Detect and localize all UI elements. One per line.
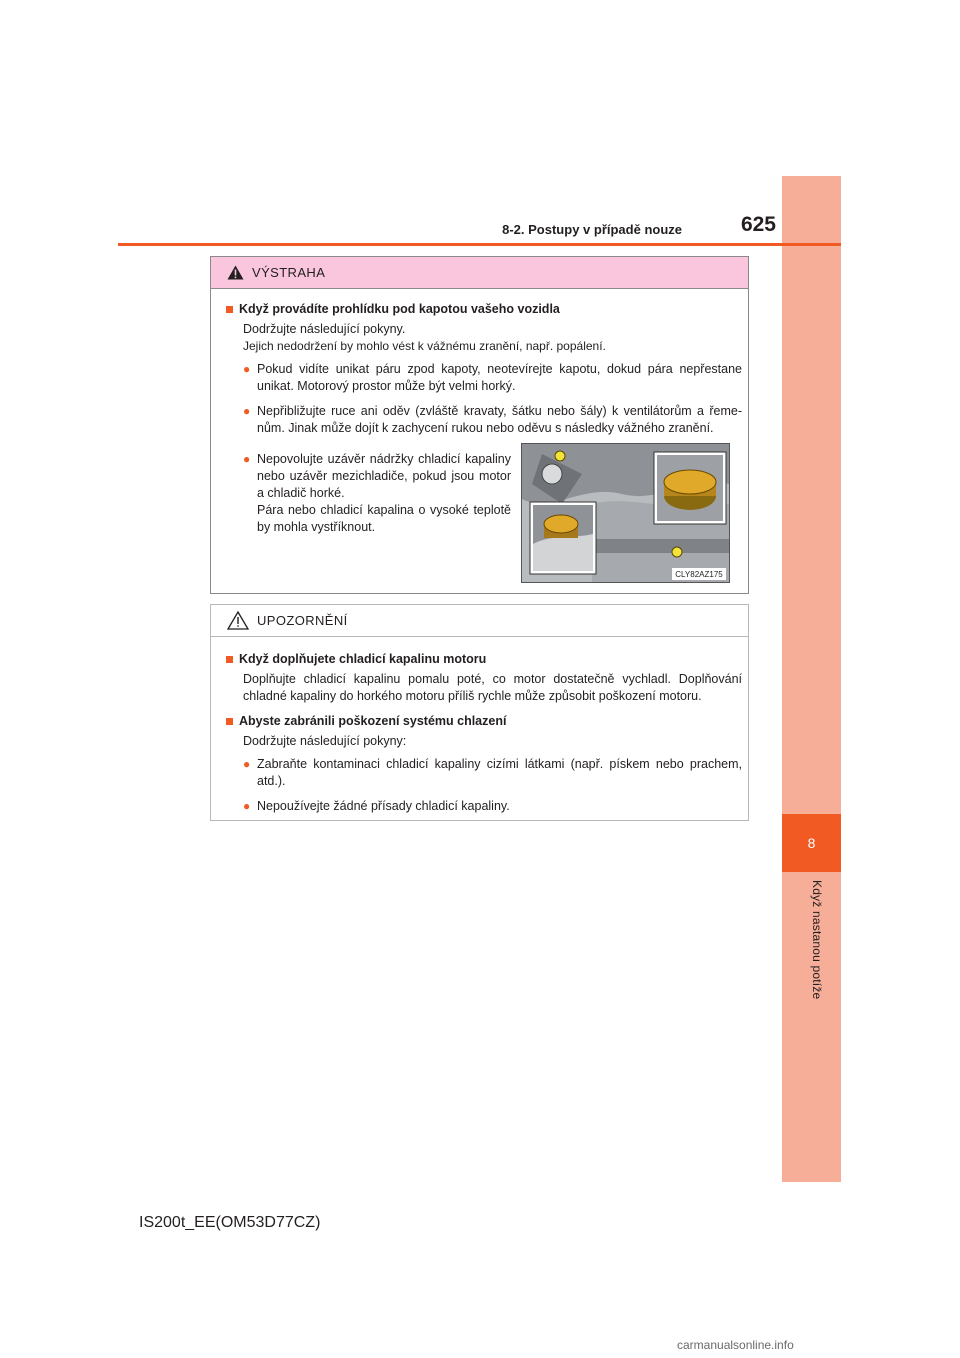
list-item: ● Nepovolujte uzávěr nádržky chladicí kapaliny nebo uzávěr mezichladiče, pokud jsou motor a chladič horké. Pára nebo chladicí kapalina o vysoké teplotě by mohla vystříknout. [226,451,511,575]
section-title: 8-2. Postupy v případě nouze [502,222,682,237]
chapter-number: 8 [782,814,841,872]
list-item: ● Nepřibližujte ruce ani oděv (zvláště kravaty, šátku nebo šály) k ventilátorům a řeme-nům. Jinak může dojít k zachycení rukou nebo oděvu s následky vážného zranění. [243,404,742,435]
caution-para-1: Doplňujte chladicí kapalinu pomalu poté, co motor dostatečně vychladl. Doplňování chladné kapaliny do horkého motoru příliš rychle může způsobit poškození motoru. [243,672,742,703]
caution-heading-1: Když doplňujete chladicí kapalinu motoru [226,651,742,668]
list-item: ● Zabraňte kontaminaci chladicí kapaliny cizími látkami (např. pískem nebo prachem, atd.). [243,757,742,788]
warning-header [211,257,748,289]
warning-box [210,256,749,594]
model-code: IS200t_EE(OM53D77CZ) [139,1214,321,1231]
list-item: ● Pokud vidíte unikat páru zpod kapoty, neotevírejte kapotu, dokud pára nepřestane unikat. Motorový prostor může být velmi horký. [243,362,742,393]
warning-triangle-icon [227,265,244,280]
chapter-title: Když nastanou potíže [810,880,824,1000]
round-bullet-icon: ● [243,452,251,466]
square-bullet-icon [226,306,233,313]
image-code: CLY82AZ175 [675,570,723,579]
round-bullet-icon: ● [243,404,251,418]
round-bullet-icon: ● [243,799,251,813]
caution-para-2: Dodržujte následující pokyny: [243,734,407,748]
warning-heading: Když provádíte prohlídku pod kapotou vašeho vozidla [226,301,742,318]
side-tab [782,176,841,1182]
caution-triangle-icon [227,611,249,630]
caution-heading-2: Abyste zabránili poškození systému chlazení [226,713,742,730]
round-bullet-icon: ● [243,362,251,376]
watermark: carmanualsonline.info [677,1338,794,1352]
caution-header [211,605,748,637]
header-rule [118,243,841,246]
list-item: ● Nepoužívejte žádné přísady chladicí kapaliny. [243,799,510,813]
square-bullet-icon [226,718,233,725]
engine-bay-illustration [521,443,730,583]
caution-title: UPOZORNĚNÍ [257,613,348,628]
round-bullet-icon: ● [243,757,251,771]
warning-title: VÝSTRAHA [252,265,326,280]
page-number: 625 [740,213,776,236]
caution-box [210,604,749,821]
warning-intro: Dodržujte následující pokyny. Jejich nedodržení by mohlo vést k vážnému zranění, např. popálení. [243,322,606,353]
square-bullet-icon [226,656,233,663]
